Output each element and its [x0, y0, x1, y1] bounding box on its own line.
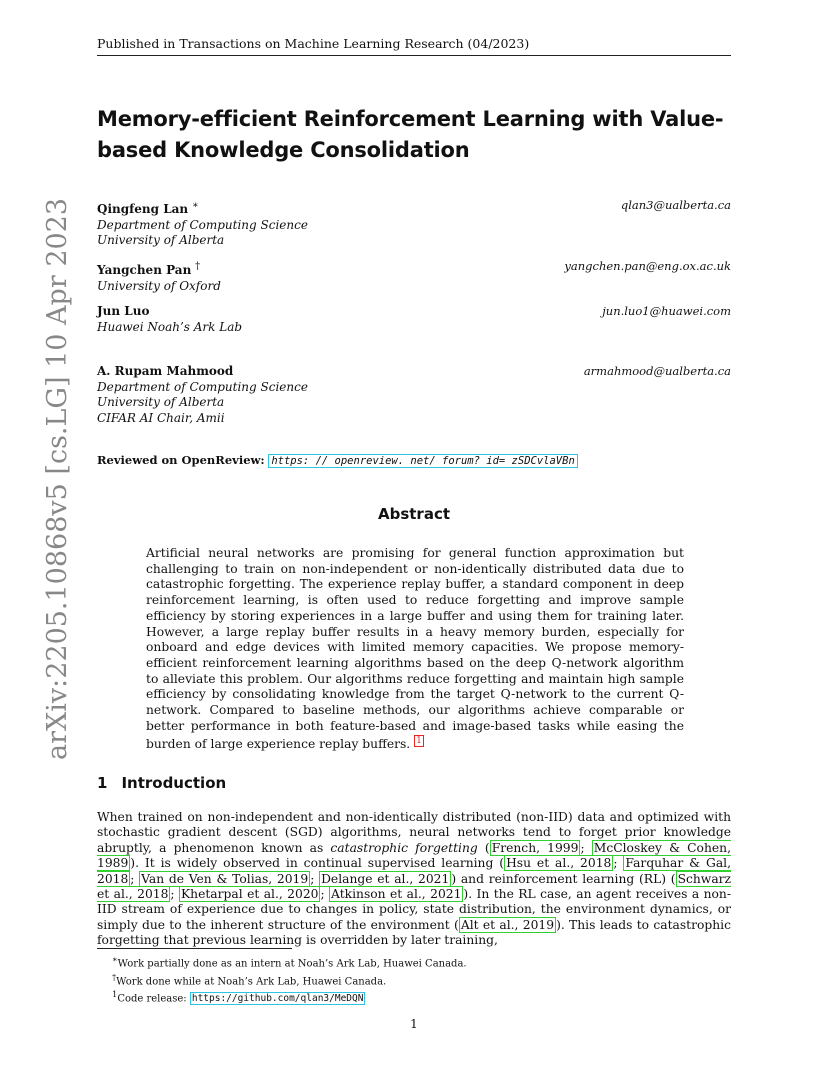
review-label: Reviewed on OpenReview: [97, 453, 265, 467]
citation-link[interactable]: French, 1999 [491, 840, 579, 855]
openreview-link[interactable]: https: // openreview. net/ forum? id= zSDCvlaVBn [268, 454, 577, 468]
author-name: Qingfeng Lan [97, 202, 189, 216]
text-run: ). In the RL case, an agent receives a non-IID stream of experience due to changes in policy, state distribution, the environment dynamics, or simply due to the inherent structure of the environment ( [97, 887, 731, 932]
abstract-text [146, 546, 684, 753]
intro-paragraph: When trained on non-independent and non-identically distributed (non-IID) data and optimized with stochastic gradient descent (SGD) algorithms, neural networks tend to forget prior knowledge abruptly, a phenomenon known as catastrophic forgetting ( French, 1999 ; McCloskey & Cohen, 1989 ). It is widely observed in continual supervised learning ( Hsu et al., 2018 ; Farquhar & Gal, 2018 ; Van de Ven & Tolias, 2019 ; Delange et al., 2021 ) and reinforcement learning (RL) ( Schwarz et al., 2018 ; Khetarpal et al., 2020 ; Atkinson et al., 2021 ). In the RL case, an agent receives a non-IID stream of experience due to changes in policy, state distribution, the environment dynamics, or simply due to the inherent structure of the environment ( Alt et al., 2019 ). This leads to catastrophic forgetting that previous learning is overridden by later training, [97, 810, 732, 948]
emphasis-text: catastrophic forgetting [330, 840, 478, 855]
author-block [97, 304, 731, 335]
citation-link[interactable]: Van de Ven & Tolias, 2019 [141, 871, 309, 886]
citation-link[interactable]: Farquhar & Gal, 2018 [97, 856, 731, 886]
footnote-text: Code release: [117, 993, 190, 1005]
footnote [112, 971, 467, 989]
footnote-divider [97, 948, 292, 949]
author-affiliation: University of Oxford [97, 278, 221, 293]
author-affiliation: CIFAR AI Chair, Amii [97, 410, 225, 425]
author-block [97, 259, 731, 294]
arxiv-stamp: arXiv:2205.10868v5 [cs.LG] 10 Apr 2023 [42, 197, 73, 760]
footnote-mark: ∗ [112, 954, 118, 964]
footnote-mark: † [112, 971, 117, 982]
review-line [97, 453, 578, 467]
footnote [112, 988, 467, 1006]
text-run: ) and reinforcement learning (RL) ( [451, 871, 676, 886]
text-run: ). It is widely observed in continual supervised learning ( [130, 856, 505, 871]
citation-link[interactable]: Schwarz et al., 2018 [97, 871, 732, 902]
author-email: yangchen.pan@eng.ox.ac.uk [564, 259, 731, 273]
section-title: Introduction [121, 774, 227, 792]
citation-link[interactable]: Delange et al., 2021 [321, 871, 450, 886]
author-affiliation: Department of Computing Science [97, 379, 308, 394]
author-mark: † [195, 261, 201, 272]
author-name: Yangchen Pan [97, 263, 192, 277]
author-name: Jun Luo [97, 304, 150, 318]
citation-link[interactable]: Khetarpal et al., 2020 [180, 887, 319, 902]
footnote [112, 953, 467, 971]
footnotes [112, 953, 467, 1006]
citation-link[interactable]: McCloskey & Cohen, 1989 [97, 840, 731, 871]
citation-link[interactable]: Atkinson et al., 2021 [331, 887, 462, 902]
section-heading [97, 774, 226, 792]
author-email: qlan3@ualberta.ca [620, 198, 731, 212]
page-number: 1 [410, 1017, 418, 1031]
footnote-mark: 1 [112, 989, 118, 1000]
citation-link[interactable]: Alt et al., 2019 [460, 917, 555, 932]
author-mark: ∗ [191, 200, 199, 211]
footnote-text: Work partially done as an intern at Noah’s Ark Lab, Huawei Canada. [117, 958, 467, 970]
author-block [97, 364, 731, 426]
author-email: jun.luo1@huawei.com [602, 304, 731, 318]
author-email: armahmood@ualberta.ca [583, 364, 731, 378]
author-affiliation: Huawei Noah’s Ark Lab [97, 319, 243, 334]
section-number: 1 [97, 774, 108, 792]
abstract-heading: Abstract [377, 505, 451, 523]
citation-link[interactable]: Hsu et al., 2018 [506, 856, 612, 871]
author-block [97, 198, 731, 249]
text-run: ). This leads to catastrophic forgetting that previous learning is overridden by later training, [97, 917, 732, 948]
author-affiliation: University of Alberta [97, 233, 225, 247]
text-run: When trained on non-independent and non-identically distributed (non-IID) data and optimized with stochastic gradient descent (SGD) algorithms, neural networks tend to forget prior knowledge abruptly, a phenomenon known as [97, 810, 731, 855]
running-head: Published in Transactions on Machine Learning Research (04/2023) [97, 36, 731, 56]
code-release-link[interactable]: https://github.com/qlan3/MeDQN [191, 993, 364, 1005]
abstract-paragraph: Artificial neural networks are promising for general function approximation but challenging to train on non-independent or non-identically distributed data due to catastrophic forgetting. The experience replay buffer, a standard component in deep reinforcement learning, is often used to reduce forgetting and improve sample efficiency by storing experiences in a large buffer and using them for training later. However, a large replay buffer results in a heavy memory burden, especially for onboard and edge devices with limited memory capacities. We propose memory-efficient reinforcement learning algorithms based on the deep Q-network algorithm to alleviate this problem. Our algorithms reduce forgetting and maintain high sample efficiency by consolidating knowledge from the target Q-network to the current Q-network. Compared to baseline methods, our algorithms achieve comparable or better performance in both feature-based and image-based tasks while easing the burden of large experience replay buffers. [146, 546, 684, 752]
author-affiliation: University of Alberta [97, 395, 225, 409]
author-name: A. Rupam Mahmood [97, 364, 234, 378]
author-affiliation: Department of Computing Science [97, 217, 308, 232]
paper-title: Memory-efficient Reinforcement Learning with Value-based Knowledge Consolidation [97, 107, 724, 162]
footnote-text: Work done while at Noah’s Ark Lab, Huawei Canada. [116, 975, 387, 987]
footnote-link[interactable]: 1 [416, 736, 422, 747]
